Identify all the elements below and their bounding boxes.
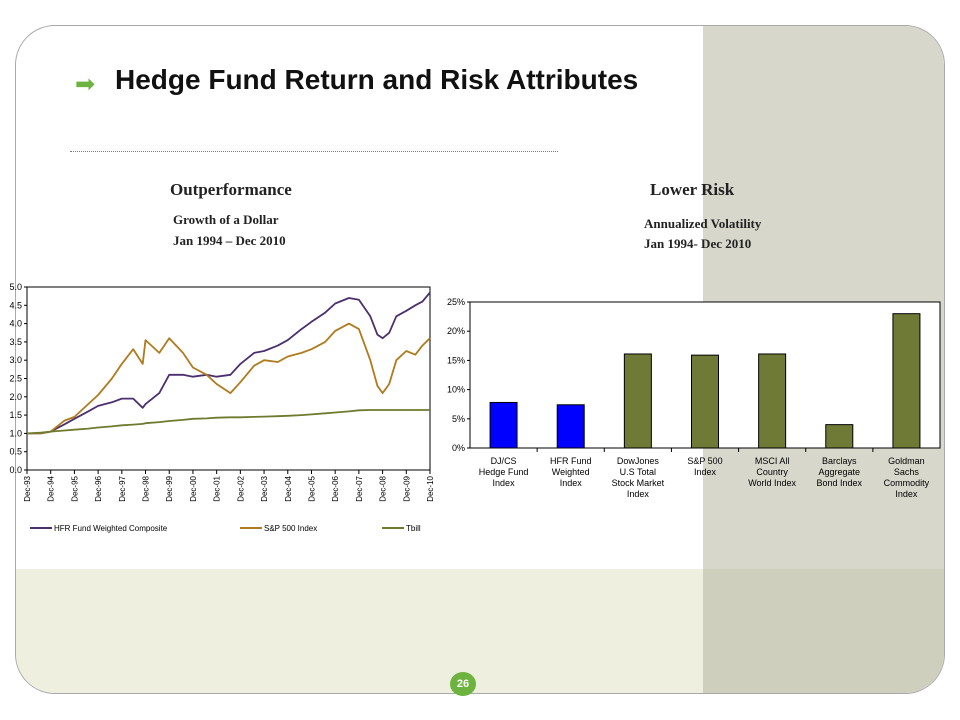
x-tick-label: Dec-94 <box>46 476 56 502</box>
x-tick-label: Dec-06 <box>331 476 341 502</box>
lower-risk-heading: Lower Risk <box>650 180 735 199</box>
x-tick-label: Dec-09 <box>402 476 412 502</box>
x-tick-label: Dec-99 <box>165 476 175 502</box>
x-tick-label: Dec-93 <box>23 476 32 502</box>
y-tick-label: 4.0 <box>9 318 22 329</box>
x-tick-label: Dec-95 <box>70 476 80 502</box>
volatility-subtitle: Annualized Volatility <box>644 216 762 231</box>
bar <box>624 354 651 448</box>
x-tick-label: Dec-98 <box>141 476 151 502</box>
x-category-label: DJ/CS Hedge Fund Index <box>478 456 529 488</box>
page-number: 26 <box>450 672 476 696</box>
growth-date-range: Jan 1994 – Dec 2010 <box>173 233 286 248</box>
x-tick-label: Dec-03 <box>260 476 270 502</box>
arrow-icon: ➡ <box>75 70 96 98</box>
legend-label: HFR Fund Weighted Composite <box>54 524 168 533</box>
x-category-label: HFR Fund Weighted Index <box>549 456 592 488</box>
y-tick-label: 1.0 <box>9 428 22 439</box>
y-tick-label: 20% <box>446 326 465 337</box>
growth-line-chart <box>0 270 440 540</box>
x-category-label: DowJones U.S Total Stock Market Index <box>611 456 665 499</box>
bar <box>692 355 719 448</box>
x-tick-label: Dec-08 <box>378 476 388 502</box>
x-tick-label: Dec-96 <box>94 476 104 502</box>
y-tick-label: 0% <box>451 443 465 453</box>
y-tick-label: 2.0 <box>9 391 22 402</box>
legend-label: Tbill <box>406 524 421 533</box>
title-divider <box>70 151 558 152</box>
bar <box>893 314 920 448</box>
x-tick-label: Dec-07 <box>354 476 364 502</box>
x-category-label: S&P 500 Index <box>687 456 723 477</box>
legend-label: S&P 500 Index <box>264 524 318 533</box>
x-tick-label: Dec-05 <box>307 476 317 502</box>
y-tick-label: 3.5 <box>9 336 22 347</box>
x-tick-label: Dec-01 <box>212 476 222 502</box>
growth-subtitle: Growth of a Dollar <box>173 212 279 227</box>
volatility-date-range: Jan 1994- Dec 2010 <box>644 236 752 251</box>
bar <box>826 425 853 448</box>
bar <box>759 354 786 448</box>
bar <box>490 402 517 448</box>
x-tick-label: Dec-10 <box>426 476 435 502</box>
y-tick-label: 1.5 <box>9 410 22 421</box>
y-tick-label: 25% <box>446 297 465 307</box>
outperformance-heading: Outperformance <box>170 180 292 199</box>
x-tick-label: Dec-97 <box>117 476 127 502</box>
y-tick-label: 5% <box>451 413 465 424</box>
page-title: Hedge Fund Return and Risk Attributes <box>115 64 639 95</box>
y-tick-label: 0.0 <box>9 465 22 475</box>
y-tick-label: 4.5 <box>9 300 22 311</box>
y-tick-label: 2.5 <box>9 373 22 384</box>
y-tick-label: 5.0 <box>9 282 22 292</box>
x-category-label: Goldman Sachs Commodity Index <box>883 456 930 499</box>
x-tick-label: Dec-02 <box>236 476 246 502</box>
y-tick-label: 10% <box>446 384 465 395</box>
y-tick-label: 15% <box>446 355 465 366</box>
y-tick-label: 0.5 <box>9 446 22 457</box>
x-tick-label: Dec-04 <box>283 476 293 502</box>
bottom-band-right <box>703 569 944 693</box>
bar <box>557 405 584 448</box>
x-category-label: Barclays Aggregate Bond Index <box>816 456 863 488</box>
volatility-bar-chart <box>440 290 950 520</box>
x-tick-label: Dec-00 <box>188 476 198 502</box>
x-category-label: MSCI All Country World Index <box>748 456 797 488</box>
y-tick-label: 3.0 <box>9 355 22 366</box>
